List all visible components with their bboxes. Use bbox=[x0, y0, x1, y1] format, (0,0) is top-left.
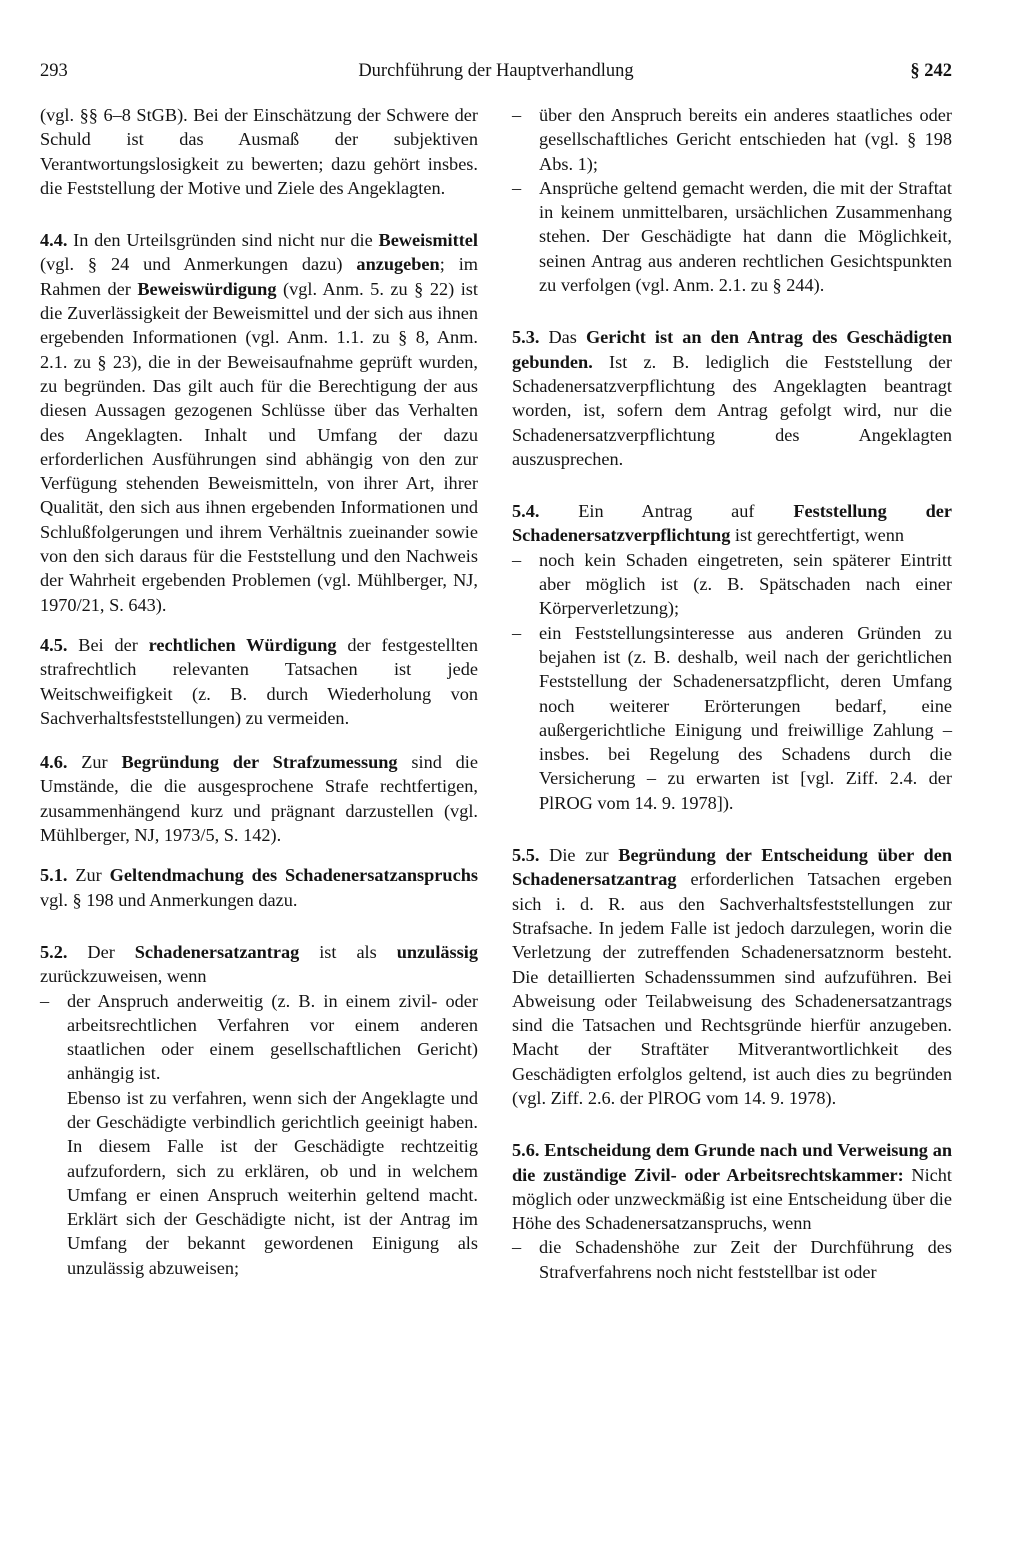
running-title: Durchführung der Hauptverhandlung bbox=[358, 61, 634, 81]
section-number: 5.5. bbox=[512, 845, 540, 866]
list-item: – die Schadenshöhe zur Zeit der Durchführung des Strafverfahrens noch nicht feststellbar ist oder bbox=[512, 1237, 952, 1282]
right-column bbox=[512, 103, 952, 1284]
section-number: 5.2. bbox=[40, 941, 68, 962]
page-header bbox=[40, 56, 952, 86]
section-number: 5.1. bbox=[40, 865, 68, 886]
section-reference: § 242 bbox=[910, 61, 952, 81]
paragraph-4-4: 4.4. In den Urteilsgründen sind nicht nur die Beweismittel (vgl. § 24 und Anmerkungen dazu) anzugeben; im Rahmen der Beweiswürdigung (vgl. Anm. 5. zu § 22) ist die Zuverlässigkeit der Beweismittel und der sich aus ihnen ergebenden Informationen (vgl. Anm. 1.1. zu § 8, Anm. 2.1. zu § 23), die in der Beweisaufnahme geprüft wurden, zu begründen. Das gilt auch für die Berechtigung der aus diesen Aussagen gezogenen Schlüsse über das Verhalten des Angeklagten. Inhalt und Umfang der dazu erforderlichen Ausführungen sind abhängig von den zur Verfügung stehenden Beweismitteln, von ihrer Art, ihrer Qualität, den sich aus ihnen ergebenden Informationen und Schlußfolgerungen und ihrem Verhältnis zueinander sowie von den sich daraus für die Feststellung und den Nachweis der Wahrheit ergebenden Problemen (vgl. Mühlberger, NJ, 1970/21, S. 643). bbox=[40, 230, 479, 615]
list-item: – Ansprüche geltend gemacht werden, die mit der Straftat in keinem unmittelbaren, ursächlichen Zusammenhang stehen. Der Geschädigte hat dann die Möglichkeit, seinen Antrag aus anderen rechtlichen Gesichtspunkten zu verfolgen (vgl. Anm. 2.1. zu § 244). bbox=[512, 177, 952, 296]
dash-bullet: – bbox=[40, 990, 50, 1011]
paragraph-5-3: 5.3. Das Gericht ist an den Antrag des Geschädigten gebunden. Ist z. B. lediglich die Feststellung der Schadenersatzverpflichtung des Angeklagten beantragt worden, ist, sofern dem Antrag gefolgt wird, nur die Schadenersatzverpflichtung des Angeklagten auszusprechen. bbox=[512, 327, 952, 469]
list-item: – noch kein Schaden eingetreten, sein späterer Eintritt aber möglich ist (z. B. Spätschaden nach einer Körperverletzung); bbox=[512, 549, 952, 619]
dash-bullet: – bbox=[512, 549, 522, 570]
list-item: – der Anspruch anderweitig (z. B. in einem zivil- oder arbeitsrechtlichen Verfahren vor einem anderen staatlichen oder einem gesellschaftlichen Gericht) anhängig ist. bbox=[40, 990, 478, 1084]
section-number: 4.6. bbox=[40, 752, 68, 773]
section-number: 5.4. bbox=[512, 501, 540, 522]
list-item: – ein Feststellungsinteresse aus anderen Gründen zu bejahen ist (z. B. deshalb, weil nach der gerichtlichen Feststellung der Schadenersatzpflicht, deren Umfang noch weiterer Erörterungen bedarf, eine außergerichtliche Einigung und freiwillige Zahlung – insbes. bei Regelung des Schadens durch die Versicherung – zu erwarten ist [vgl. Ziff. 2.4. der PlROG vom 14. 9. 1978]). bbox=[512, 622, 952, 813]
section-number: 5.6. bbox=[512, 1140, 540, 1161]
paragraph-4-5: 4.5. Bei der rechtlichen Würdigung der festgestellten strafrechtlich relevanten Tatsachen ist jede Weitschweifigkeit (z. B. durch Wiederholung von Sachverhaltsfeststellungen) zu vermeiden. bbox=[40, 634, 479, 728]
paragraph-intro: (vgl. §§ 6–8 StGB). Bei der Einschätzung der Schwere der Schuld ist das Ausmaß der subjektiven Verantwortungslosigkeit zu bewerten; dazu gehört insbes. die Feststellung der Motive und Ziele des Angeklagten. bbox=[40, 105, 478, 198]
list-item: – über den Anspruch bereits ein anderes staatliches oder gesellschaftliches Gericht entschieden hat (vgl. § 198 Abs. 1); bbox=[512, 105, 952, 174]
paragraph-5-2: 5.2. Der Schadenersatzantrag ist als unzulässig zurückzuweisen, wenn bbox=[40, 941, 479, 987]
dash-bullet: – bbox=[512, 622, 522, 643]
list-item-continuation: Ebenso ist zu verfahren, wenn sich der Angeklagte und der Geschädigte verbindlich gerichtlich geeinigt haben. In diesem Falle ist der Geschädigte rechtzeitig aufzufordern, sich zu erklären, ob und in welchem Umfang er einen Anspruch weiterhin geltend macht. Erklärt sich der Geschädigte nicht, ist der Antrag im Umfang der bekannt gewordenen Einigung als unzulässig abzuweisen; bbox=[67, 1087, 478, 1278]
section-number: 4.5. bbox=[40, 634, 68, 655]
section-number: 4.4. bbox=[40, 230, 68, 251]
left-column bbox=[40, 103, 478, 1280]
paragraph-5-4: 5.4. Ein Antrag auf Feststellung der Schadenersatzverpflichtung ist gerechtfertigt, wenn bbox=[512, 501, 952, 546]
section-number: 5.3. bbox=[512, 327, 540, 348]
paragraph-4-6: 4.6. Zur Begründung der Strafzumessung sind die Umstände, die die ausgesprochene Strafe rechtfertigen, zusammenhängend kurz und prägnant darzustellen (vgl. Mühlberger, NJ, 1973/5, S. 142). bbox=[40, 752, 478, 846]
page-number: 293 bbox=[40, 61, 68, 81]
dash-bullet: – bbox=[512, 105, 522, 125]
paragraph-5-6: 5.6. Entscheidung dem Grunde nach und Verweisung an die zuständige Zivil- oder Arbeitsrechtskammer: Nicht möglich oder unzweckmäßig ist eine Entscheidung über die Höhe des Schadenersatzanspruchs, wenn bbox=[512, 1140, 952, 1234]
paragraph-5-5: 5.5. Die zur Begründung der Entscheidung über den Schadenersatzantrag erforderlichen Tatsachen ergeben sich i. d. R. aus den Sachverhaltsfeststellungen zur Strafsache. In jedem Falle ist jedoch darzulegen, worin die Verletzung der zutreffenden Schadenersatznorm besteht. Die detaillierten Schadenssummen sind aufzuführen. Bei Abweisung oder Teilabweisung des Schadenersatzantrags sind die Tatsachen und Rechtsgründe hierfür anzugeben. Macht der Straftäter Mitverantwortlichkeit des Geschädigten erfolglos geltend, ist auch dies zu begründen (vgl. Ziff. 2.6. der PlROG vom 14. 9. 1978). bbox=[512, 845, 952, 1108]
dash-bullet: – bbox=[512, 1237, 522, 1258]
dash-bullet: – bbox=[512, 177, 522, 198]
paragraph-5-1: 5.1. Zur Geltendmachung des Schadenersatzanspruchs vgl. § 198 und Anmerkungen dazu. bbox=[40, 865, 478, 910]
